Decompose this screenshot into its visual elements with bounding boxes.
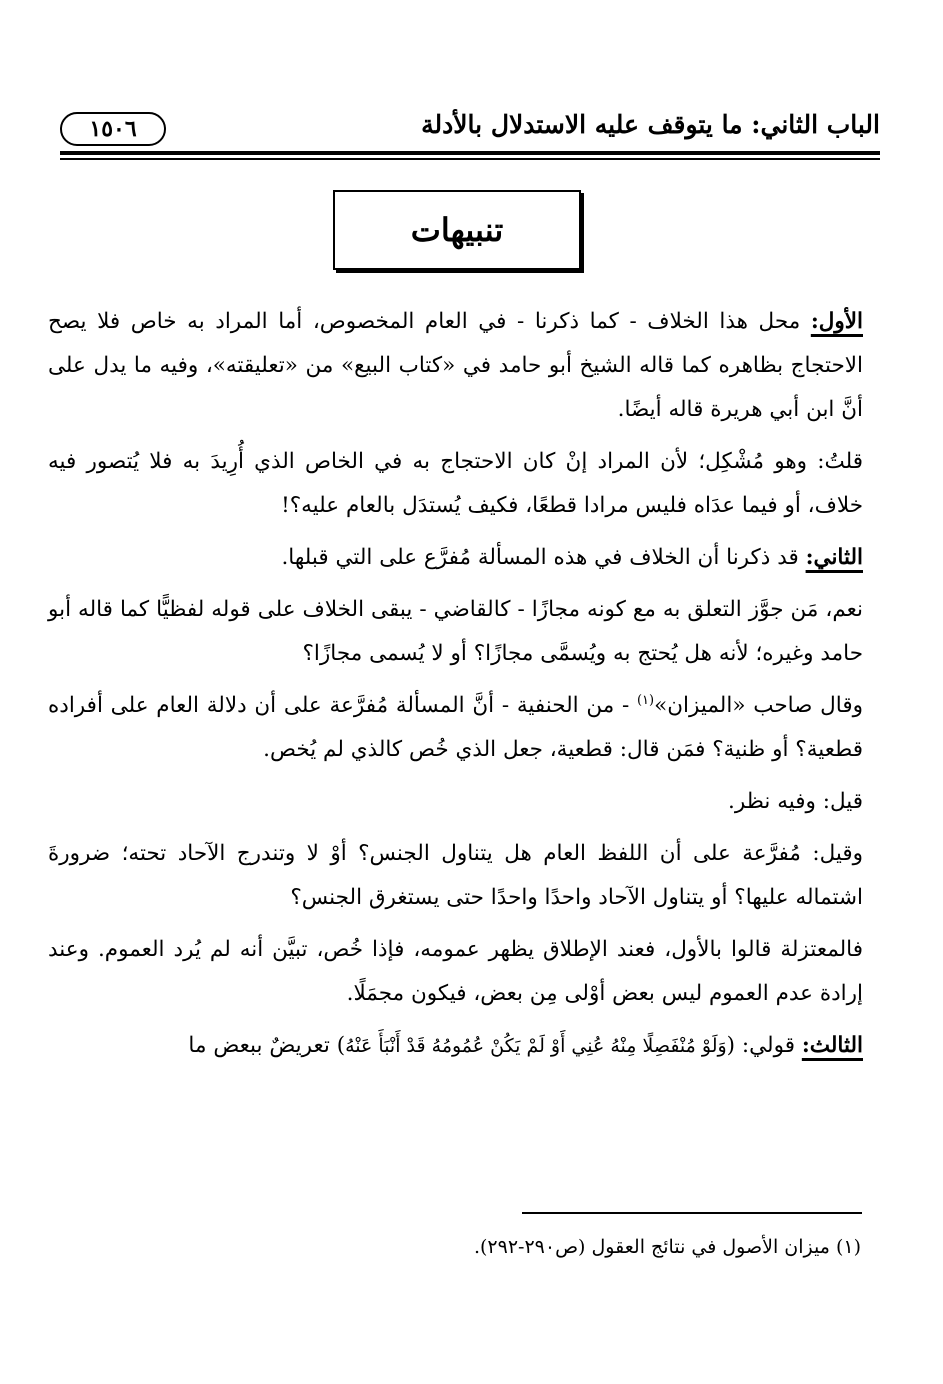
paragraph-second-note bbox=[48, 536, 863, 580]
paragraph-text: وقيل: مُفرَّعة على أن اللفظ العام هل يتناول الجنس؟ أوْ لا وتندرج الآحاد تحته؛ ضرورةَ اشتماله عليها؟ أو يتناول الآحاد واحدًا واحدًا حتى يستغرق الجنس؟ bbox=[48, 841, 863, 910]
footnote-reference[interactable]: (١) bbox=[636, 692, 655, 708]
header-rule-thick bbox=[60, 151, 880, 155]
verse-quote: وَلَوْ مُنْفَصِلًا مِنْهُ عُنِي أَوْ لَمْ يَكُنْ عُمُومُهُ قَدْ أَنْبَأَ عَنْهُ bbox=[345, 1035, 727, 1057]
paragraph-mizan bbox=[48, 684, 863, 772]
paragraph-first-note bbox=[48, 300, 863, 432]
page-number: ١٥٠٦ bbox=[60, 112, 166, 146]
paragraph-lead: الثاني: bbox=[805, 545, 863, 570]
paragraph-text: قلتُ: وهو مُشْكِل؛ لأن المراد إنْ كان الاحتجاج به في الخاص الذي أُرِيدَ به فلا يُتصور فيه خلاف، أو فيما عدَاه فليس مرادا قطعًا، فكيف يُستدَل بالعام عليه؟! bbox=[48, 449, 863, 518]
section-title-box bbox=[333, 190, 581, 270]
paragraph-text: نعم، مَن جوَّز التعلق به مع كونه مجازًا - كالقاضي - يبقى الخلاف على قوله لفظيًّا كما قاله أبو حامد وغيره؛ لأنه هل يُحتج به ويُسمَّى مجازًا؟ أو لا يُسمى مجازًا؟ bbox=[48, 597, 863, 666]
paragraph-text: قولي: ( bbox=[726, 1033, 802, 1058]
paragraph-naam bbox=[48, 588, 863, 676]
paragraph-text: وقال صاحب «الميزان» bbox=[654, 693, 863, 718]
paragraph-objection bbox=[48, 440, 863, 528]
paragraph-lead: الثالث: bbox=[801, 1033, 863, 1058]
footnote: (١) ميزان الأصول في نتائج العقول (ص٢٩٠-٢٩٢). bbox=[473, 1236, 861, 1258]
body-text bbox=[48, 300, 863, 1076]
paragraph-third-note bbox=[48, 1024, 863, 1068]
paragraph-qeel bbox=[48, 780, 863, 824]
paragraph-wa-qeel bbox=[48, 832, 863, 920]
paragraph-text: قيل: وفيه نظر. bbox=[728, 789, 863, 814]
header-rule-thin bbox=[60, 158, 880, 160]
paragraph-text: محل هذا الخلاف - كما ذكرنا - في العام المخصوص، أما المراد به خاص فلا يصح الاحتجاج بظاهره كما قاله الشيخ أبو حامد في «كتاب البيع» من «تعليقته»، وفيه ما يدل على أنَّ ابن أبي هريرة قاله أيضًا. bbox=[48, 309, 863, 422]
paragraph-text: فالمعتزلة قالوا بالأول، فعند الإطلاق يظهر عمومه، فإذا خُص، تبيَّن أنه لم يُرد العموم. وعند إرادة عدم العموم ليس بعض أوْلى مِن بعض، فيكون مجمَلًا. bbox=[48, 937, 863, 1006]
section-title: تنبيهات bbox=[410, 211, 504, 249]
footnote-separator bbox=[522, 1212, 862, 1214]
header-title: الباب الثاني: ما يتوقف عليه الاستدلال بالأدلة bbox=[421, 110, 880, 139]
paragraph-mutazila bbox=[48, 928, 863, 1016]
paragraph-text: ) تعريضٌ ببعض ما bbox=[188, 1033, 346, 1058]
paragraph-text: قد ذكرنا أن الخلاف في هذه المسألة مُفرَّع على التي قبلها. bbox=[281, 545, 806, 570]
paragraph-text: - من الحنفية - أنَّ المسألة مُفرَّعة على أن دلالة العام على أفراده قطعية؟ أو ظنية؟ فمَن قال: قطعية، جعل الذي خُص كالذي لم يُخص. bbox=[48, 693, 863, 762]
paragraph-lead: الأول: bbox=[810, 309, 863, 334]
